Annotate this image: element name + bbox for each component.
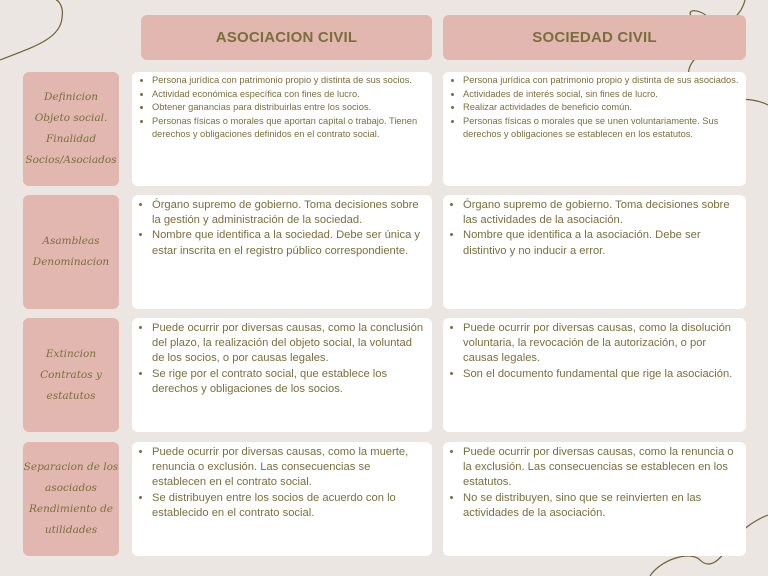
row-label-extincion bbox=[23, 318, 119, 432]
list-item: • No se distribuyen, sino que se reinvierten en las actividades de la asociación. bbox=[463, 491, 740, 521]
list-item: • Nombre que identifica a la sociedad. Debe ser única y estar inscrita en el registro público correspondiente. bbox=[152, 228, 426, 258]
cell-row2-asociacion bbox=[132, 195, 432, 309]
row-label-line: Definicion bbox=[43, 91, 99, 103]
list-item: • Actividad económica específica con fines de lucro. bbox=[152, 88, 426, 102]
list-item: • Puede ocurrir por diversas causas, como la conclusión del plazo, la realización del objeto social, la voluntad de los socios, o por causas legales. bbox=[152, 321, 426, 367]
row-label-line: Socios/Asociados bbox=[25, 154, 117, 166]
cell-row3-sociedad bbox=[443, 318, 746, 432]
row-label-definicion bbox=[23, 72, 119, 186]
list-item: • Personas físicas o morales que aportan capital o trabajo. Tienen derechos y obligaciones definidos en el contrato social. bbox=[152, 115, 426, 142]
list-item: • Puede ocurrir por diversas causas, como la renuncia o la exclusión. Las consecuencias se establecen en los estatutos. bbox=[463, 445, 740, 491]
list-item: • Persona jurídica con patrimonio propio y distinta de sus asociados. bbox=[463, 74, 740, 88]
list-item: • Son el documento fundamental que rige la asociación. bbox=[463, 367, 740, 382]
list-item: • Actividades de interés social, sin fines de lucro. bbox=[463, 88, 740, 102]
row-label-line: Asambleas bbox=[42, 235, 100, 247]
row-label-line: Denominacion bbox=[32, 256, 110, 268]
list-item: • Persona jurídica con patrimonio propio y distinta de sus socios. bbox=[152, 74, 426, 88]
row-label-line: Finalidad bbox=[45, 133, 97, 145]
row-label-line: Contratos y bbox=[40, 368, 102, 381]
row-label-line: Separacion de los bbox=[23, 461, 119, 473]
list-item: • Realizar actividades de beneficio común. bbox=[463, 101, 740, 115]
cell-row3-asociacion bbox=[132, 318, 432, 432]
header-asociacion-civil: ASOCIACION CIVIL bbox=[141, 15, 432, 60]
cell-row4-sociedad bbox=[443, 442, 746, 556]
list-item: • Órgano supremo de gobierno. Toma decisiones sobre la gestión y administración de la sociedad. bbox=[152, 198, 426, 228]
list-item: • Personas físicas o morales que se unen voluntariamente. Sus derechos y obligaciones se establecen en los estatutos. bbox=[463, 115, 740, 142]
list-item: • Nombre que identifica a la asociación. Debe ser distintivo y no inducir a error. bbox=[463, 228, 740, 258]
row-label-line: utilidades bbox=[44, 524, 98, 536]
row-label-asambleas bbox=[23, 195, 119, 309]
row-label-line: Rendimiento de bbox=[28, 503, 114, 515]
cell-row1-sociedad bbox=[443, 72, 746, 186]
cell-row4-asociacion bbox=[132, 442, 432, 556]
row-label-line: Extincion bbox=[45, 347, 97, 360]
list-item: • Puede ocurrir por diversas causas, como la disolución voluntaria, la revocación de la autorización, o por causas legales. bbox=[463, 321, 740, 367]
row-label-line: asociados bbox=[45, 482, 97, 494]
list-item: • Se distribuyen entre los socios de acuerdo con lo establecido en el contrato social. bbox=[152, 491, 426, 521]
row-label-line: estatutos bbox=[46, 389, 96, 402]
cell-row1-asociacion bbox=[132, 72, 432, 186]
list-item: • Puede ocurrir por diversas causas, como la muerte, renuncia o exclusión. Las consecuencias se establecen en el contrato social. bbox=[152, 445, 426, 491]
row-label-separacion bbox=[23, 442, 119, 556]
list-item: • Órgano supremo de gobierno. Toma decisiones sobre las actividades de la asociación. bbox=[463, 198, 740, 228]
cell-row2-sociedad bbox=[443, 195, 746, 309]
header-sociedad-civil: SOCIEDAD CIVIL bbox=[443, 15, 746, 60]
list-item: • Obtener ganancias para distribuirlas entre los socios. bbox=[152, 101, 426, 115]
row-label-line: Objeto social. bbox=[34, 112, 108, 124]
list-item: • Se rige por el contrato social, que establece los derechos y obligaciones de los socios. bbox=[152, 367, 426, 397]
